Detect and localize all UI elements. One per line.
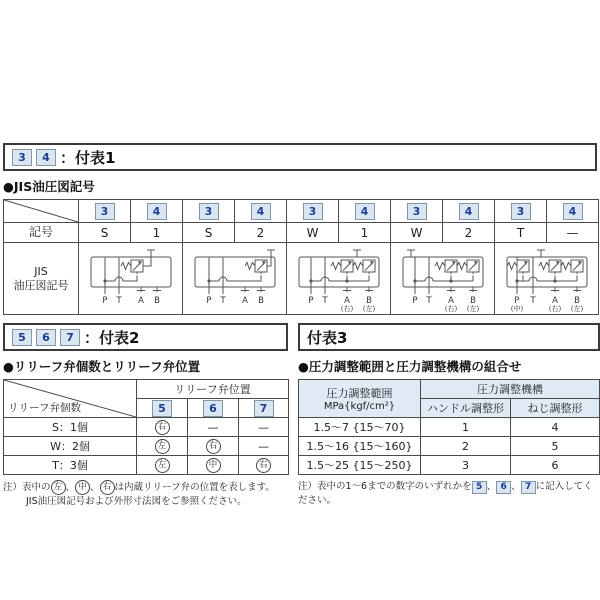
note-fuhyo3: 注）表中の1～6までの数字のいずれかを 5 、 6 、 7 に記入してください。	[298, 481, 593, 506]
col-number-box: 4	[147, 203, 167, 220]
diagram-cell	[183, 243, 287, 315]
group-header: リリーフ弁位置	[137, 380, 289, 399]
circled-left: 左	[51, 480, 66, 495]
svg-text:T: T	[115, 295, 122, 306]
table-row	[4, 418, 289, 437]
svg-text:P: P	[307, 295, 314, 306]
note-line2: JIS油圧図記号および外形寸法図をご参照ください。	[26, 496, 247, 507]
symbol-cell: —	[547, 223, 599, 243]
col-number-box: 3	[95, 203, 115, 220]
svg-text:B: B	[365, 295, 372, 306]
svg-text:(右): (右)	[444, 304, 457, 312]
ref-number-box-4: 4	[36, 149, 56, 166]
table-row	[4, 380, 289, 399]
circled-position: 右	[155, 420, 170, 435]
svg-text:T: T	[425, 295, 432, 306]
col-number-box: 3	[199, 203, 219, 220]
section-title-text: ：付表1	[60, 148, 116, 167]
diagram-cell	[495, 243, 599, 315]
hydraulic-symbol-w2	[393, 246, 493, 312]
ref-number-box-7: 7	[521, 481, 536, 494]
svg-text:B: B	[257, 295, 264, 306]
col-number-box: 3	[511, 203, 531, 220]
svg-text:A: A	[447, 295, 454, 306]
col-header: ねじ調整形	[511, 399, 600, 418]
value-cell: 5	[511, 437, 600, 456]
table-row	[4, 223, 599, 243]
col-number-box: 4	[563, 203, 583, 220]
col-number-box: 7	[254, 400, 274, 417]
empty-position: —	[188, 418, 239, 437]
section-title-text: 付表3	[307, 328, 348, 347]
page-content	[3, 143, 597, 508]
ref-number-box-6: 6	[496, 481, 511, 494]
svg-text:P: P	[513, 295, 520, 306]
svg-text:B: B	[153, 295, 160, 306]
circled-position: 左	[155, 439, 170, 454]
range-cell: 1.5～7 {15～70}	[299, 418, 421, 437]
symbol-cell: S	[183, 223, 235, 243]
symbol-cell: T	[495, 223, 547, 243]
symbol-cell: 2	[443, 223, 495, 243]
table-row	[299, 456, 600, 475]
svg-text:P: P	[101, 295, 108, 306]
symbol-cell: 1	[131, 223, 183, 243]
svg-text:A: A	[137, 295, 144, 306]
svg-text:B: B	[573, 295, 580, 306]
row-label: S：1個	[4, 418, 137, 437]
section-title-fuhyo2	[3, 323, 288, 351]
diagram-cell	[391, 243, 495, 315]
table-row	[4, 200, 599, 223]
svg-text:T: T	[321, 295, 328, 306]
col-number-box: 6	[203, 400, 223, 417]
symbol-row-label: 記号	[4, 223, 79, 243]
svg-text:(左): (左)	[466, 304, 479, 312]
svg-text:A: A	[551, 295, 558, 306]
relief-valve-table	[3, 379, 289, 475]
range-header: 圧力調整範囲 MPa{kgf/cm²}	[299, 380, 421, 418]
symbol-cell: S	[79, 223, 131, 243]
col-number-box: 3	[303, 203, 323, 220]
range-cell: 1.5～16 {15～160}	[299, 437, 421, 456]
pressure-adjust-table	[298, 379, 600, 475]
svg-text:T: T	[219, 295, 226, 306]
col-header: ハンドル調整形	[421, 399, 511, 418]
symbol-cell: 1	[339, 223, 391, 243]
svg-text:P: P	[411, 295, 418, 306]
row-label: T：3個	[4, 456, 137, 475]
value-cell: 3	[421, 456, 511, 475]
circled-middle: 中	[75, 480, 90, 495]
table-row	[4, 243, 599, 315]
col-number-box: 4	[251, 203, 271, 220]
value-cell: 6	[511, 456, 600, 475]
svg-text:(右): (右)	[340, 304, 353, 312]
table-row	[299, 437, 600, 456]
group-header: 圧力調整機構	[421, 380, 600, 399]
hydraulic-symbol-w1	[289, 246, 389, 312]
ref-number-box-3: 3	[12, 149, 32, 166]
circled-position: 中	[206, 458, 221, 473]
symbol-cell: W	[391, 223, 443, 243]
row-label: W：2個	[4, 437, 137, 456]
section-title-fuhyo1	[3, 143, 597, 171]
svg-text:A: A	[241, 295, 248, 306]
section-fuhyo3	[298, 323, 600, 507]
empty-position: —	[239, 437, 289, 456]
value-cell: 4	[511, 418, 600, 437]
svg-text:(中): (中)	[510, 304, 523, 312]
diagram-row-label: JIS 油圧図記号	[4, 243, 79, 315]
diagram-cell	[287, 243, 391, 315]
svg-text:A: A	[343, 295, 350, 306]
svg-text:(右): (右)	[548, 304, 561, 312]
jis-symbol-table	[3, 199, 599, 315]
svg-text:(左): (左)	[570, 304, 583, 312]
empty-position: —	[239, 418, 289, 437]
heading-pressure-adjust: ●圧力調整範囲と圧力調整機構の組合せ	[298, 359, 522, 374]
ref-number-box-7: 7	[60, 329, 80, 346]
section-title-text: ：付表2	[84, 328, 140, 347]
hydraulic-symbol-s1	[81, 246, 181, 312]
table-row	[299, 418, 600, 437]
corner-cell	[4, 200, 79, 223]
section-fuhyo2	[3, 323, 288, 508]
table-row	[4, 456, 289, 475]
ref-number-box-5: 5	[472, 481, 487, 494]
heading-relief-valves: ●リリーフ弁個数とリリーフ弁位置	[3, 359, 201, 374]
ref-number-box-6: 6	[36, 329, 56, 346]
symbol-cell: 2	[235, 223, 287, 243]
svg-text:(左): (左)	[362, 304, 375, 312]
lower-sections	[3, 323, 597, 508]
ref-number-box-5: 5	[12, 329, 32, 346]
corner-label: リリーフ弁個数	[8, 402, 81, 414]
col-number-box: 5	[152, 400, 172, 417]
circled-right: 右	[100, 480, 115, 495]
svg-text:T: T	[529, 295, 536, 306]
value-cell: 1	[421, 418, 511, 437]
range-cell: 1.5～25 {15～250}	[299, 456, 421, 475]
hydraulic-symbol-t	[497, 246, 597, 312]
value-cell: 2	[421, 437, 511, 456]
col-number-box: 4	[459, 203, 479, 220]
col-number-box: 3	[407, 203, 427, 220]
svg-text:B: B	[469, 295, 476, 306]
table-row	[299, 380, 600, 399]
note-fuhyo2: 注）表中の 左 、 中 、 右 は内蔵リリーフ弁の位置を表します。 JIS油圧図記号および外形寸法図をご参照ください。	[3, 480, 288, 508]
circled-position: 右	[206, 439, 221, 454]
col-number-box: 4	[355, 203, 375, 220]
corner-cell	[4, 380, 137, 418]
section-title-fuhyo3	[298, 323, 600, 351]
svg-text:P: P	[205, 295, 212, 306]
symbol-cell: W	[287, 223, 339, 243]
hydraulic-symbol-s2	[185, 246, 285, 312]
table-row	[4, 437, 289, 456]
heading-jis-symbols: ●JIS油圧図記号	[3, 179, 95, 194]
diagram-cell	[79, 243, 183, 315]
circled-position: 左	[155, 458, 170, 473]
circled-position: 右	[256, 458, 271, 473]
